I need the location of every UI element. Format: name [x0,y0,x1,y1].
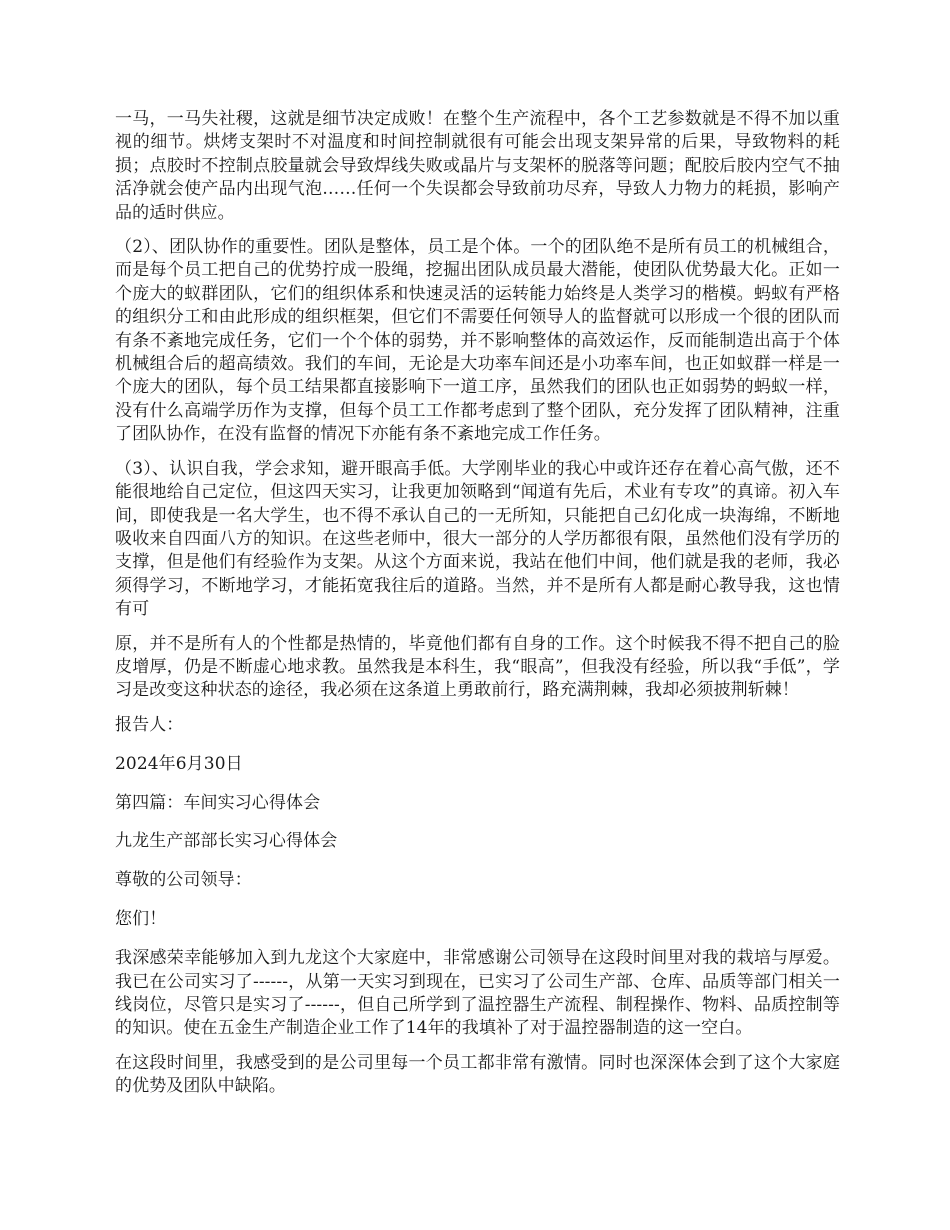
section-heading: 第四篇：车间实习心得体会 [115,792,321,813]
salutation: 尊敬的公司领导： [115,870,252,891]
paragraph-observation: 在这段时间里，我感受到的是公司里每一个员工都非常有激情。同时也深深体会到了这个大家庭的优势及团队中缺陷。 [115,1052,840,1097]
document-title: 九龙生产部部长实习心得体会 [115,831,338,852]
paragraph-self-knowledge-continued: 原，并不是所有人的个性都是热情的，毕竟他们都有自身的工作。这个时候我不得不把自己的脸皮增厚，仍是不断虚心地求教。虽然我是本科生，我“眼高”，但我没有经验，所以我“手低”，学习是改变这种状态的途径，我必须在这条道上勇敢前行，路充满荆棘，我却必须披荆斩棘！ [115,633,840,701]
paragraph-self-knowledge: （3）、认识自我，学会求知，避开眼高手低。大学刚毕业的我心中或许还存在着心高气傲，还不能很地给自己定位，但这四天实习，让我更加领略到“闻道有先后，术业有专攻”的真谛。初入车间，即使我是一名大学生，也不得不承认自己的一无所知，只能把自己幻化成一块海绵，不断地吸收来自四面八方的知识。在这些老师中，很大一部分的人学历都很有限，虽然他们没有学历的支撑，但是他们有经验作为支架。从这个方面来说，我站在他们中间，他们就是我的老师，我必须得学习，不断地学习，才能拓宽我往后的道路。当然，并不是所有人都是耐心教导我，这也情有可 [115,458,840,620]
paragraph-detail-matters: 一马，一马失社稷，这就是细节决定成败！在整个生产流程中，各个工艺参数就是不得不加以重视的细节。烘烤支架时不对温度和时间控制就很有可能会出现支架异常的后果，导致物料的耗损；点胶时不控制点胶量就会导致焊线失败或晶片与支架杯的脱落等问题；配胶后胶内空气不抽活净就会使产品内出现气泡……任何一个失误都会导致前功尽弃，导致人力物力的耗损，影响产品的适时供应。 [115,109,840,223]
reporter-label: 报告人： [115,714,184,735]
document-page [115,108,840,1110]
paragraph-introduction: 我深感荣幸能够加入到九龙这个大家庭中，非常感谢公司领导在这段时间里对我的栽培与厚爱。我已在公司实习了------，从第一天实习到现在，已实习了公司生产部、仓库、品质等部门相关一线岗位，尽管只是实习了------，但自己所学到了温控器生产流程、制程操作、物料、品质控制等的知识。使在五金生产制造企业工作了14年的我填补了对于温控器制造的这一空白。 [115,948,840,1039]
paragraph-teamwork: （2）、团队协作的重要性。团队是整体，员工是个体。一个的团队绝不是所有员工的机械组合，而是每个员工把自己的优势拧成一股绳，挖掘出团队成员最大潜能，使团队优势最大化。正如一个庞大的蚁群团队，它们的组织体系和快速灵活的运转能力始终是人类学习的楷模。蚂蚁有严格的组织分工和由此形成的组织框架，但它们不需要任何领导人的监督就可以形成一个很的团队而有条不紊地完成任务，它们一个个体的弱势，并不影响整体的高效运作，反而能制造出高于个体机械组合后的超高绩效。我们的车间，无论是大功率车间还是小功率车间，也正如蚁群一样是一个庞大的团队，每个员工结果都直接影响下一道工序，虽然我们的团队也正如弱势的蚂蚁一样，没有什么高端学历作为支撑，但每个员工工作都考虑到了整个团队，充分发挥了团队精神，注重了团队协作，在没有监督的情况下亦能有条不紊地完成工作任务。 [115,237,840,445]
greeting: 您们！ [115,909,167,930]
report-date: 2024年6月30日 [115,753,243,774]
